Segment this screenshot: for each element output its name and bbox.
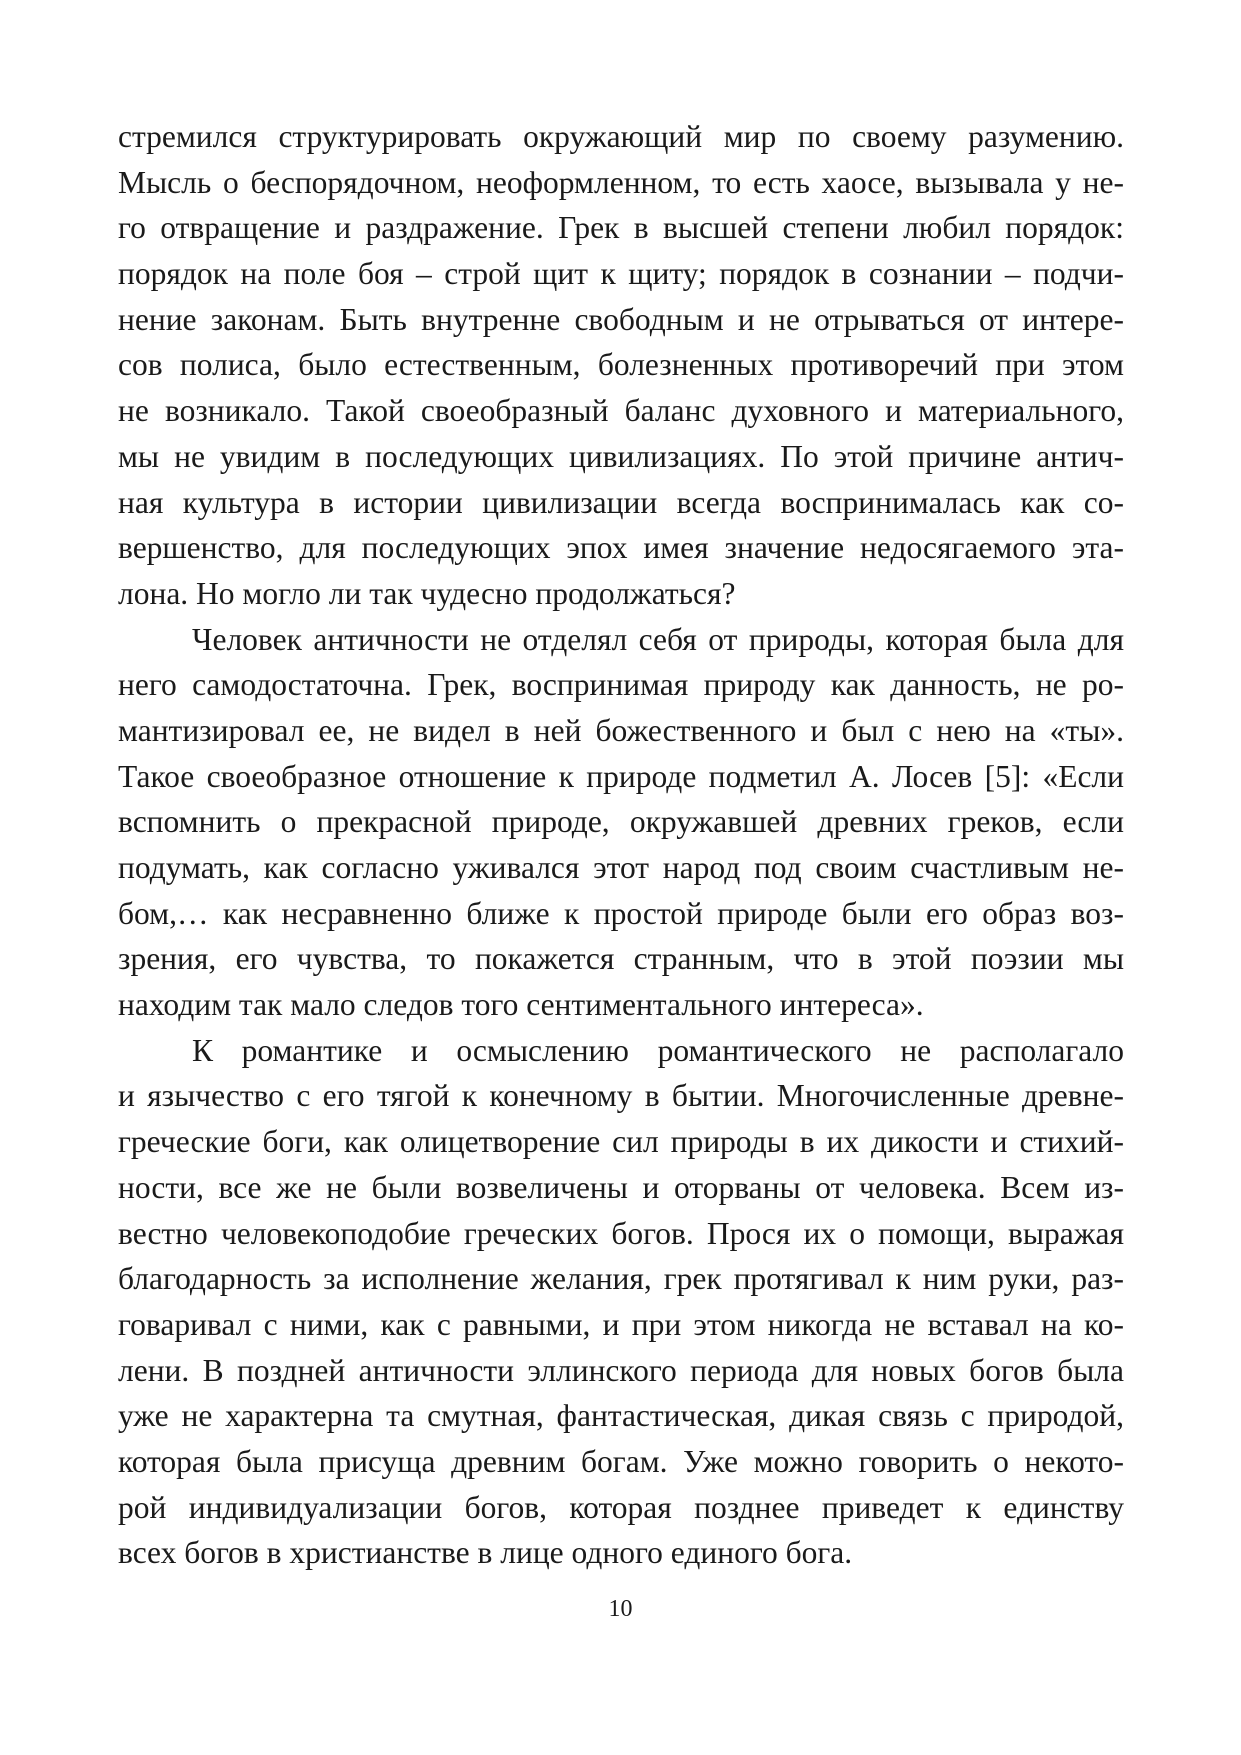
text-line: вестно человекоподобие греческих богов. Прося их о помощи, выражая — [118, 1215, 1124, 1251]
text-line: мантизировал ее, не видел в ней божественного и был с нею на «ты». — [118, 712, 1124, 748]
text-line: Мысль о беспорядочном, неоформленном, то есть хаосе, вызывала у не- — [118, 164, 1124, 200]
text-line: стремился структурировать окружающий мир по своему разумению. — [118, 119, 1124, 154]
text-line: ная культура в истории цивилизации всегда воспринималась как со- — [118, 484, 1124, 520]
text-line: мы не увидим в последующих цивилизациях. По этой причине антич- — [118, 438, 1124, 474]
text-line: находим так мало следов того сентиментального интереса». — [118, 987, 924, 1023]
text-line: лона. Но могло ли так чудесно продолжаться? — [118, 575, 736, 611]
text-line: порядок на поле боя – строй щит к щиту; порядок в сознании – подчи- — [118, 256, 1124, 292]
text-line: которая была присуща древним богам. Уже можно говорить о некото- — [118, 1443, 1124, 1479]
text-line: не возникало. Такой своеобразный баланс духовного и материального, — [118, 393, 1124, 429]
text-line: К романтике и осмыслению романтического не располагало — [192, 1032, 1124, 1068]
text-line: подумать, как согласно уживался этот народ под своим счастливым не- — [118, 850, 1124, 885]
text-line: говаривал с ними, как с равными, и при этом никогда не вставал на ко- — [118, 1306, 1124, 1342]
paragraph-1 — [118, 114, 1124, 617]
text-line: Такое своеобразное отношение к природе подметил А. Лосев [5]: «Если — [118, 758, 1124, 794]
text-line: Человек античности не отделял себя от природы, которая была для — [192, 621, 1124, 657]
text-line: всех богов в христианстве в лице одного единого бога. — [118, 1535, 853, 1571]
paragraph-2 — [118, 617, 1124, 1028]
paragraph-3 — [118, 1028, 1124, 1576]
text-line: ности, все же не были возвеличены и оторваны от человека. Всем из- — [118, 1169, 1124, 1205]
text-line: вспомнить о прекрасной природе, окружавшей древних греков, если — [118, 804, 1124, 840]
text-line: уже не характерна та смутная, фантастическая, дикая связь с природой, — [118, 1398, 1124, 1434]
text-line: благодарность за исполнение желания, грек протягивал к ним руки, раз- — [118, 1261, 1124, 1297]
text-line: бом,… как несравненно ближе к простой природе были его образ воз- — [118, 895, 1124, 931]
text-line: лени. В поздней античности эллинского периода для новых богов была — [118, 1352, 1124, 1388]
text-line: вершенство, для последующих эпох имея значение недосягаемого эта- — [118, 530, 1124, 566]
text-line: и язычество с его тягой к конечному в бытии. Многочисленные древне- — [118, 1078, 1124, 1114]
text-line: сов полиса, было естественным, болезненных противоречий при этом — [118, 347, 1124, 383]
page-number: 10 — [608, 1596, 633, 1622]
text-line: греческие боги, как олицетворение сил природы в их дикости и стихий- — [118, 1124, 1124, 1160]
body-text — [118, 114, 1124, 1576]
text-line: го отвращение и раздражение. Грек в высшей степени любил порядок: — [118, 210, 1124, 246]
text-line: нение законам. Быть внутренне свободным и не отрываться от интере- — [118, 301, 1124, 337]
text-line: рой индивидуализации богов, которая позднее приведет к единству — [118, 1489, 1124, 1525]
text-line: него самодостаточна. Грек, воспринимая природу как данность, не ро- — [118, 667, 1124, 703]
text-line: зрения, его чувства, то покажется странным, что в этой поэзии мы — [118, 941, 1124, 977]
